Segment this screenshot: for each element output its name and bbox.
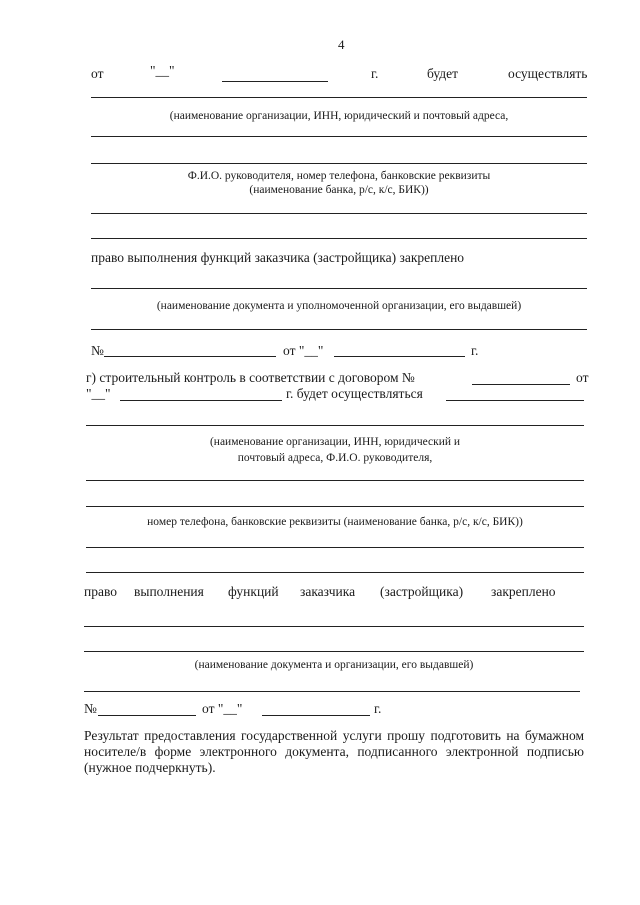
- contract-from: от: [576, 370, 589, 385]
- number-year: г.: [471, 343, 479, 358]
- number-date-line-2[interactable]: [262, 715, 370, 716]
- closing-paragraph: Результат предоставления государственной услуги прошу подготовить на бумажном носителе/в форме электронного документа, подписанного электронной подписью (нужное подчеркнуть).: [84, 728, 584, 775]
- number-field-line[interactable]: [104, 356, 276, 357]
- contract-number-line[interactable]: [472, 384, 570, 385]
- page-number: 4: [338, 37, 345, 52]
- date-field-line[interactable]: [222, 81, 328, 82]
- caption-doc2: (наименование документа и организации, его выдавшей): [194, 659, 474, 671]
- construction-control-text: г) строительный контроль в соответствии с договором №: [86, 370, 415, 385]
- org-field-line-2[interactable]: [91, 136, 587, 137]
- right-assigned-text: право выполнения функций заказчика (застройщика) закреплено: [91, 250, 465, 265]
- from-label: от: [91, 66, 104, 81]
- caption-org: (наименование организации, ИНН, юридический и почтовый адреса,: [169, 110, 509, 122]
- doc2-field-line[interactable]: [84, 626, 584, 627]
- performer-line-2[interactable]: [86, 425, 584, 426]
- phone-field-line-2[interactable]: [86, 572, 584, 573]
- will-word: будет: [427, 66, 459, 81]
- doc-field-line[interactable]: [91, 288, 587, 289]
- right-assigned-word-5: (застройщика): [380, 584, 464, 599]
- caption-org2-1: (наименование организации, ИНН, юридический и: [209, 436, 461, 448]
- caption-org2-2: почтовый адреса, Ф.И.О. руководителя,: [237, 452, 433, 464]
- perform-word: осуществлять: [508, 66, 588, 81]
- doc-field-line-2[interactable]: [91, 329, 587, 330]
- org-field-line-3[interactable]: [91, 163, 587, 164]
- org-field-line[interactable]: [91, 97, 587, 98]
- org2-field-line-2[interactable]: [86, 506, 584, 507]
- number-from: от "__": [283, 343, 324, 358]
- phone-field-line[interactable]: [86, 547, 584, 548]
- right-assigned-word-4: заказчика: [300, 584, 356, 599]
- performer-line[interactable]: [446, 400, 584, 401]
- contract-day-quote: "__": [86, 386, 111, 401]
- number-sign: №: [91, 343, 104, 358]
- caption-head-1: Ф.И.О. руководителя, номер телефона, банковские реквизиты: [187, 170, 491, 182]
- caption-phone: номер телефона, банковские реквизиты (наименование банка, р/с, к/с, БИК)): [147, 516, 523, 528]
- day-quote: "__": [150, 63, 175, 78]
- number-date-line[interactable]: [334, 356, 465, 357]
- number-field-line-2[interactable]: [98, 715, 196, 716]
- right-assigned-word-1: право: [84, 584, 117, 599]
- will-perform-text: г. будет осуществляться: [286, 386, 423, 401]
- number-from-2: от "__": [202, 701, 243, 716]
- year-suffix: г.: [371, 66, 379, 81]
- doc2-field-line-2[interactable]: [84, 651, 584, 652]
- head-field-line-2[interactable]: [91, 238, 587, 239]
- right-assigned-word-3: функций: [228, 584, 279, 599]
- head-field-line[interactable]: [91, 213, 587, 214]
- doc2-field-line-3[interactable]: [84, 691, 580, 692]
- number-sign-2: №: [84, 701, 97, 716]
- caption-doc: (наименование документа и уполномоченной организации, его выдавшей): [156, 300, 522, 312]
- right-assigned-word-2: выполнения: [134, 584, 204, 599]
- org2-field-line[interactable]: [86, 480, 584, 481]
- right-assigned-word-6: закреплено: [491, 584, 556, 599]
- caption-head-2: (наименование банка, р/с, к/с, БИК)): [249, 184, 429, 196]
- contract-date-line[interactable]: [120, 400, 282, 401]
- number-year-2: г.: [374, 701, 382, 716]
